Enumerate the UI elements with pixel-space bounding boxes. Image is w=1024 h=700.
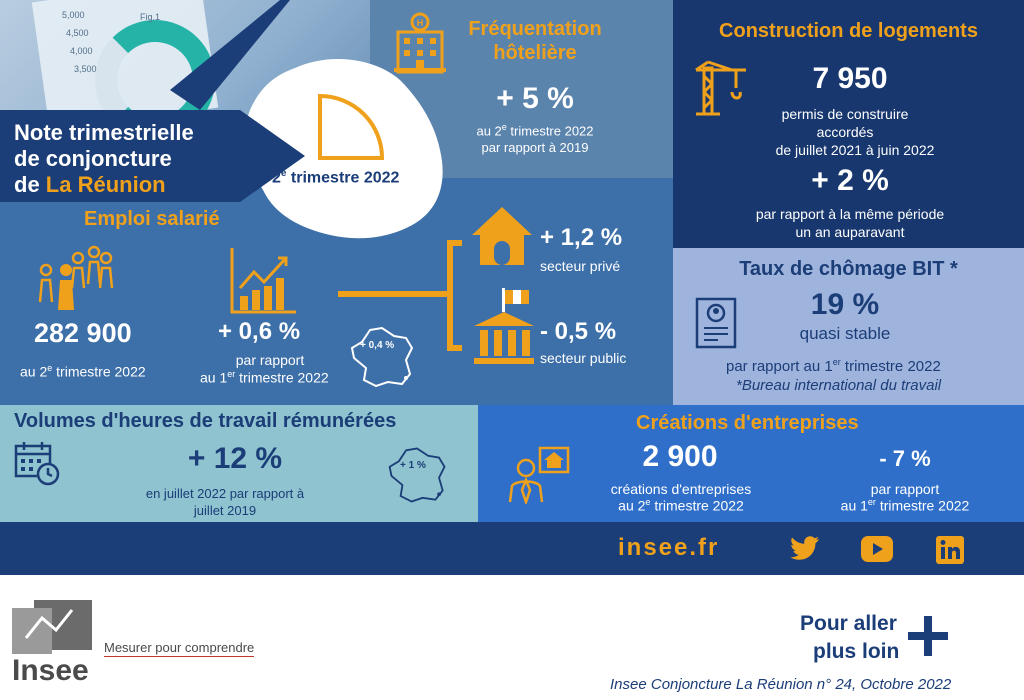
emploi-total-desc: au 2e trimestre 2022 [20, 363, 146, 380]
creations-title: Créations d'entreprises [636, 412, 859, 434]
insee-site-link[interactable]: insee.fr [618, 534, 720, 561]
construction-desc2-line2: un an auparavant [795, 224, 905, 240]
hotel-title-line2: hôtelière [493, 42, 577, 64]
heures-france-value: + 1 % [400, 460, 426, 471]
heures-desc-line2: juillet 2019 [193, 503, 257, 518]
creations-value1: 2 900 [642, 440, 718, 473]
construction-desc1-line2: accordés [816, 124, 874, 140]
emploi-change-line2: au 1er trimestre 2022 [200, 369, 329, 386]
connector-bracket [338, 240, 468, 360]
hotel-title-line1: Fréquentation [468, 18, 602, 40]
chomage-value: 19 % [810, 288, 880, 321]
heures-value: + 12 % [187, 442, 283, 475]
construction-desc1-line1: permis de construire [781, 106, 909, 122]
page-title-place: La Réunion [45, 172, 166, 197]
linkedin-icon[interactable] [936, 536, 964, 564]
chomage-title: Taux de chômage BIT * [739, 258, 958, 280]
page-title-line3: de La Réunion [14, 172, 166, 197]
calendar-clock-icon [14, 440, 60, 486]
photo-label: Fig.1 [140, 12, 161, 22]
photo-label: 4,500 [66, 28, 89, 38]
public-label: secteur public [540, 350, 627, 366]
photo-label: 3,500 [74, 64, 97, 74]
publication-reference: Insee Conjoncture La Réunion n° 24, Octobre 2022 [610, 676, 952, 693]
more-line2[interactable]: plus loin [813, 640, 900, 663]
chomage-desc: par rapport au 1er trimestre 2022 [726, 357, 941, 375]
france-map-icon [386, 446, 450, 504]
crane-icon [692, 60, 748, 116]
creations-desc2-line2: au 1er trimestre 2022 [840, 497, 970, 514]
id-document-icon [694, 296, 740, 350]
quarter-label: 2e trimestre 2022 [272, 168, 400, 187]
youtube-icon[interactable] [860, 534, 894, 564]
prive-value: + 1,2 % [540, 224, 623, 251]
emploi-title: Emploi salarié [84, 208, 220, 230]
construction-desc1-line3: de juillet 2021 à juin 2022 [775, 142, 935, 158]
insee-logo-text: Insee [12, 654, 89, 687]
photo-label: 4,000 [70, 46, 93, 56]
chomage-footnote: *Bureau international du travail [736, 377, 942, 394]
emploi-france-value: + 0,4 % [360, 340, 395, 351]
prive-label: secteur privé [540, 258, 621, 274]
construction-value2: + 2 % [811, 164, 889, 197]
insee-logo-icon [12, 600, 92, 658]
construction-title: Construction de logements [719, 20, 978, 42]
hotel-desc-line2: par rapport à 2019 [481, 140, 589, 155]
chomage-status: quasi stable [799, 324, 891, 343]
photo-label: 5,000 [62, 10, 85, 20]
svg-text:H: H [416, 18, 424, 28]
creations-desc1-line1: créations d'entreprises [610, 481, 752, 497]
emploi-total-value: 282 900 [34, 318, 132, 348]
more-line1[interactable]: Pour aller [800, 612, 897, 635]
hotel-value: + 5 % [496, 82, 574, 115]
plus-icon[interactable] [908, 616, 948, 656]
public-building-icon [472, 284, 536, 368]
hotel-desc-line1: au 2e trimestre 2022 [476, 122, 594, 139]
quarter-pie-icon [316, 92, 388, 164]
heures-title: Volumes d'heures de travail rémunérées [14, 410, 397, 432]
public-value: - 0,5 % [540, 318, 617, 345]
creations-desc1-line2: au 2e trimestre 2022 [618, 497, 744, 514]
insee-tagline: Mesurer pour comprendre [104, 640, 255, 655]
emploi-change-line1: par rapport [235, 352, 305, 368]
house-icon [470, 205, 534, 267]
construction-value1: 7 950 [812, 62, 888, 95]
emploi-change-value: + 0,6 % [218, 318, 301, 345]
creations-desc2-line1: par rapport [870, 481, 940, 497]
page-title-line2: de conjoncture [14, 146, 172, 171]
hotel-icon [392, 12, 448, 74]
heures-desc-line1: en juillet 2022 par rapport à [145, 486, 305, 501]
entrepreneur-icon [508, 446, 570, 504]
growth-chart-icon [226, 246, 298, 316]
twitter-icon[interactable] [790, 536, 820, 562]
construction-desc2-line1: par rapport à la même période [755, 206, 945, 222]
page-title-line1: Note trimestrielle [14, 120, 194, 145]
creations-value2: - 7 % [879, 446, 931, 471]
people-icon [36, 244, 116, 314]
